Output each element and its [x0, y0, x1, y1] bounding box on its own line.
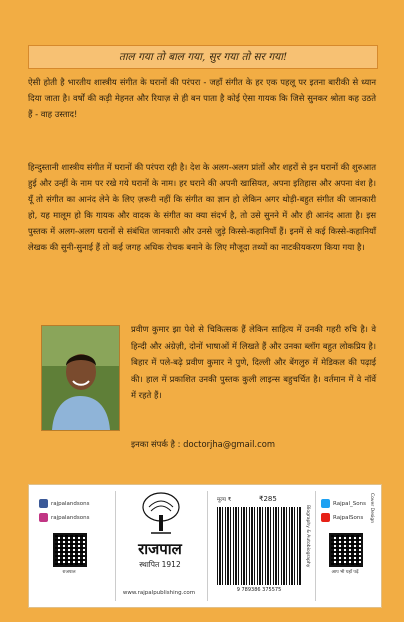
cover-credit: Cover Design — [369, 493, 374, 524]
author-photo — [41, 325, 120, 431]
divider — [115, 491, 116, 601]
isbn-barcode — [217, 507, 301, 585]
category-text: Biography & Autobiography — [305, 505, 310, 568]
youtube-icon — [321, 513, 330, 522]
tree-logo-icon — [141, 491, 181, 537]
price: ₹285 — [259, 495, 277, 503]
divider — [207, 491, 208, 601]
social-item — [321, 513, 363, 522]
author-contact: इनका संपर्क है : doctorjha@gmail.com — [131, 439, 275, 449]
author-bio: प्रवीण कुमार झा पेशे से चिकित्सक हैं लेकिन साहित्य में उनकी गहरी रुचि है। वे हिन्दी और अंग्रेज़ी, दोनों भाषाओं में लिखते हैं और उनका ब्लॉग बहुत लोकप्रिय है। बिहार में पले-बढ़े प्रवीण कुमार ने पुणे, दिल्ली और बेंगलुरु में मेडिकल की पढ़ाई की। हाल में प्रकाशित उनकी पुस्तक कुली लाइन्स बहुचर्चित है। वर्तमान में वे नॉर्वे में रहते हैं। — [131, 324, 376, 400]
qr-right-label: आप भी यहाँ पढ़ें — [331, 570, 359, 575]
twitter-icon — [321, 499, 330, 508]
publisher-est: स्थापित 1912 — [139, 560, 181, 569]
mrp-label: मूल्य ₹ — [217, 497, 232, 503]
intro-paragraph: ऐसी होती है भारतीय शास्त्रीय संगीत के घरानों की परंपरा - जहाँ संगीत के हर एक पहलू पर इतना बारीकी से ध्यान दिया जाता है। वर्षों की कड़ी मेहनत और रियाज़ से ही बन पाता है कोई ऐसा गायक कि जिसे सुनकर श्रोता कह उठते हैं - वाह उस्ताद! — [28, 77, 376, 119]
facebook-icon — [39, 499, 48, 508]
divider — [315, 491, 316, 601]
publisher-website: www.rajpalpublishing.com — [122, 590, 196, 596]
social-item — [39, 499, 89, 508]
social-item — [39, 513, 89, 522]
tagline-box — [28, 45, 378, 69]
social-label: Rajpal_Sons — [333, 500, 366, 507]
social-label: RajpalSons — [333, 514, 364, 521]
description-paragraph: हिन्दुस्तानी शास्त्रीय संगीत में घरानों की परंपरा रही है। देश के अलग-अलग प्रांतों और शहरों से इन घरानों की शुरुआत हुई और उन्हीं के नाम पर रखे गये घरानों के नाम। हर घराने की अपनी खासियत, अपना इतिहास और अपना वंश है। यूँ तो संगीत का आनंद लेने के लिए ज़रूरी नहीं कि संगीत का ज्ञान हो लेकिन अगर थोड़ी-बहुत संगीत की जानकारी हो, यह मालूम हो कि गायक और वादक के संगीत का क्या संदर्भ है, तो उसे सुनने में और ही आनंद आता है। इस पुस्तक में अलग-अलग घरानों से संबंधित जानकारी और उनसे जुड़े किस्से-कहानियाँ हैं। इनमें से कई किस्से-कहानियाँ लेखक की सुनी-सुनाई हैं तो कई जगह अधिक रोचक बनाने के लिए मौजूदा तथ्यों का नाटकीयकरण किया गया है। — [28, 162, 376, 252]
isbn-number: 9 789386 375575 — [236, 587, 282, 593]
qr-left-label: राजपाल — [62, 570, 76, 575]
social-label: rajpalandsons — [51, 500, 90, 507]
qr-code-left — [53, 533, 87, 567]
tagline: ताल गया तो बाल गया, सुर गया तो सर गया! — [118, 51, 288, 63]
instagram-icon — [39, 513, 48, 522]
social-label: rajpalandsons — [51, 514, 90, 521]
social-item — [321, 499, 366, 508]
publisher-name: राजपाल — [138, 540, 182, 558]
publisher-strip — [28, 484, 382, 608]
qr-code-right — [329, 533, 363, 567]
